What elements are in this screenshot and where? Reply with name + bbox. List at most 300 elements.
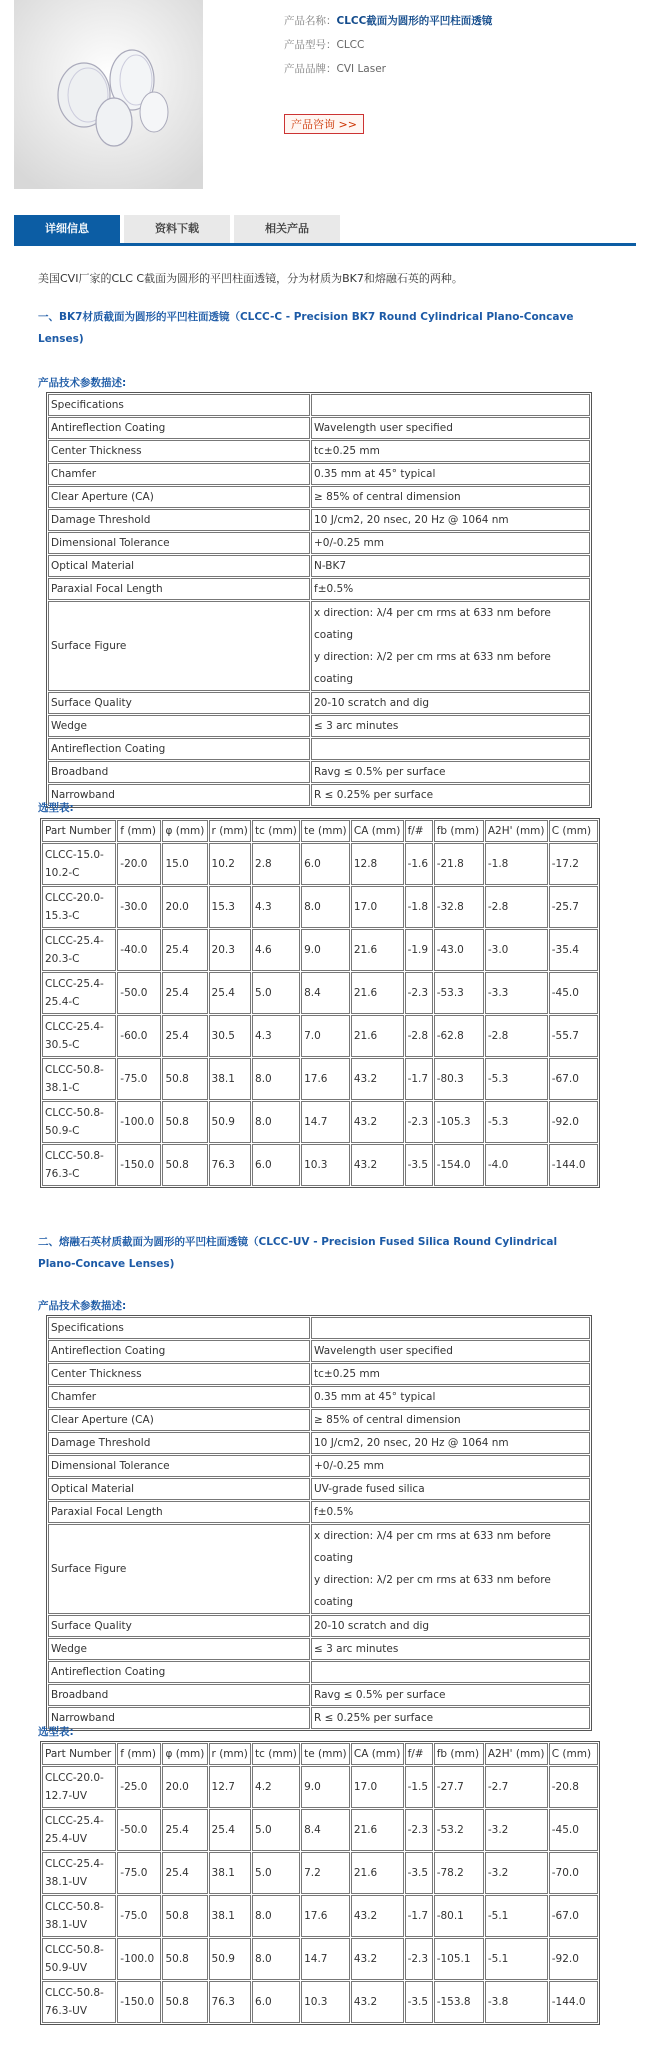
selection-value-cell: -150.0 <box>117 1981 161 2023</box>
spec-value-cell: ≥ 85% of central dimension <box>311 486 590 508</box>
spec-value-cell: ≥ 85% of central dimension <box>311 1409 590 1431</box>
selection-value-cell: -53.3 <box>434 972 484 1014</box>
spec-value-cell: ≤ 3 arc minutes <box>311 1638 590 1660</box>
selection-value-cell: -25.7 <box>549 886 598 928</box>
spec-table-2 <box>46 1315 592 1731</box>
selection-value-cell: 38.1 <box>209 1895 251 1937</box>
spec-table-1 <box>46 392 592 808</box>
spec-value-cell: Wavelength user specified <box>311 1340 590 1362</box>
spec-value-cell: 20-10 scratch and dig <box>311 692 590 714</box>
selection-row <box>42 1938 598 1980</box>
selection-value-cell: 43.2 <box>351 1058 404 1100</box>
selection-value-cell: 50.8 <box>162 1981 207 2023</box>
selection-value-cell: 6.0 <box>252 1144 300 1186</box>
spec-value-cell: R ≤ 0.25% per surface <box>311 1707 590 1729</box>
selection-value-cell: -78.2 <box>434 1852 484 1894</box>
spec-name-cell: Paraxial Focal Length <box>48 1501 310 1523</box>
selection-value-cell: 15.3 <box>209 886 251 928</box>
spec-value-cell: 0.35 mm at 45° typical <box>311 1386 590 1408</box>
spec-name-cell: Surface Quality <box>48 692 310 714</box>
selection-row <box>42 1852 598 1894</box>
spec-value-cell: +0/-0.25 mm <box>311 532 590 554</box>
selection-value-cell: -35.4 <box>549 929 598 971</box>
part-number-cell: CLCC-50.8-38.1-C <box>42 1058 116 1100</box>
selection-value-cell: 14.7 <box>301 1101 350 1143</box>
spec-value-cell <box>311 1317 590 1339</box>
spec-name-cell: Damage Threshold <box>48 509 310 531</box>
spec-name-cell: Antireflection Coating <box>48 738 310 760</box>
spec-value-cell: tc±0.25 mm <box>311 440 590 462</box>
spec-name-cell: Dimensional Tolerance <box>48 532 310 554</box>
spec-row <box>48 440 590 462</box>
spec-row <box>48 417 590 439</box>
selection-value-cell: -32.8 <box>434 886 484 928</box>
selection-value-cell: 38.1 <box>209 1058 251 1100</box>
spec-row <box>48 1432 590 1454</box>
product-name-row <box>284 13 492 37</box>
spec-name-cell: Surface Quality <box>48 1615 310 1637</box>
selection-value-cell: 25.4 <box>162 1852 207 1894</box>
selection-value-cell: -144.0 <box>549 1144 598 1186</box>
spec-row <box>48 1661 590 1683</box>
selection-row <box>42 1101 598 1143</box>
selection-value-cell: -92.0 <box>549 1938 598 1980</box>
selection-value-cell: -62.8 <box>434 1015 484 1057</box>
selection-value-cell: -144.0 <box>549 1981 598 2023</box>
selection-value-cell: -2.8 <box>485 886 548 928</box>
selection-value-cell: 50.9 <box>209 1938 251 1980</box>
selection-value-cell: -100.0 <box>117 1938 161 1980</box>
selection-value-cell: -105.1 <box>434 1938 484 1980</box>
selection-value-cell: -3.5 <box>405 1981 433 2023</box>
spec-row <box>48 1615 590 1637</box>
selection-header-cell: φ (mm) <box>162 1743 207 1765</box>
selection-value-cell: -2.3 <box>405 972 433 1014</box>
spec-name-cell: Antireflection Coating <box>48 417 310 439</box>
selection-value-cell: 50.9 <box>209 1101 251 1143</box>
spec-name-cell: Chamfer <box>48 1386 310 1408</box>
selection-header-cell: C (mm) <box>549 1743 598 1765</box>
selection-value-cell: 14.7 <box>301 1938 350 1980</box>
spec-row <box>48 1455 590 1477</box>
selection-value-cell: -50.0 <box>117 1809 161 1851</box>
spec-value-cell <box>311 394 590 416</box>
section-2-title: 二、熔融石英材质截面为圆形的平凹柱面透镜（CLCC-UV - Precision Fused Silica Round Cylindrical Plano-Concave Lenses) <box>38 1236 558 1270</box>
spec-row <box>48 1386 590 1408</box>
selection-value-cell: -50.0 <box>117 972 161 1014</box>
selection-value-cell: 25.4 <box>162 929 207 971</box>
selection-header-cell: fb (mm) <box>434 1743 484 1765</box>
selection-row <box>42 1766 598 1808</box>
selection-value-cell: 17.6 <box>301 1895 350 1937</box>
selection-value-cell: 4.3 <box>252 886 300 928</box>
spec-value-cell: UV-grade fused silica <box>311 1478 590 1500</box>
spec-name-cell: Wedge <box>48 1638 310 1660</box>
selection-value-cell: -3.5 <box>405 1144 433 1186</box>
selection-value-cell: 43.2 <box>351 1144 404 1186</box>
spec-row <box>48 692 590 714</box>
selection-header-cell: r (mm) <box>209 1743 251 1765</box>
selection-value-cell: -2.3 <box>405 1809 433 1851</box>
spec-name-cell: Specifications <box>48 1317 310 1339</box>
selection-value-cell: -80.3 <box>434 1058 484 1100</box>
selection-value-cell: -3.2 <box>485 1852 548 1894</box>
product-model-label: 产品型号： <box>284 39 337 51</box>
selection-value-cell: -1.7 <box>405 1895 433 1937</box>
selection-value-cell: -2.8 <box>405 1015 433 1057</box>
spec-value-cell <box>311 1661 590 1683</box>
spec-name-cell: Clear Aperture (CA) <box>48 1409 310 1431</box>
selection-value-cell: -21.8 <box>434 843 484 885</box>
selection-value-cell: 4.2 <box>252 1766 300 1808</box>
spec-name-cell: Optical Material <box>48 555 310 577</box>
spec-row <box>48 738 590 760</box>
spec-value-cell: 20-10 scratch and dig <box>311 1615 590 1637</box>
selection-row <box>42 1895 598 1937</box>
selection-header-cell: f (mm) <box>117 1743 161 1765</box>
selection-value-cell: 5.0 <box>252 1809 300 1851</box>
selection-value-cell: -20.8 <box>549 1766 598 1808</box>
selection-row <box>42 1809 598 1851</box>
selection-header-row <box>42 820 598 842</box>
spec-name-cell: Damage Threshold <box>48 1432 310 1454</box>
selection-value-cell: 9.0 <box>301 929 350 971</box>
section-1-title: 一、BK7材质截面为圆形的平凹柱面透镜（CLCC-C - Precision BK7 Round Cylindrical Plano-Concave Lenses) <box>38 311 574 345</box>
spec-name-cell: Paraxial Focal Length <box>48 578 310 600</box>
spec-name-cell: Optical Material <box>48 1478 310 1500</box>
product-name: CLCC截面为圆形的平凹柱面透镜 <box>336 15 493 27</box>
spec-value-cell: 10 J/cm2, 20 nsec, 20 Hz @ 1064 nm <box>311 509 590 531</box>
spec-row <box>48 1707 590 1729</box>
spec-name-cell: Broadband <box>48 1684 310 1706</box>
selection-header-cell: φ (mm) <box>162 820 207 842</box>
selection-header-cell: tc (mm) <box>252 1743 300 1765</box>
selection-value-cell: 30.5 <box>209 1015 251 1057</box>
selection-value-cell: -55.7 <box>549 1015 598 1057</box>
spec-row <box>48 509 590 531</box>
selection-value-cell: -1.8 <box>405 886 433 928</box>
spec-value-cell: f±0.5% <box>311 1501 590 1523</box>
selection-header-cell: r (mm) <box>209 820 251 842</box>
spec-name-cell: Narrowband <box>48 1707 310 1729</box>
selection-value-cell: 25.4 <box>162 1809 207 1851</box>
spec-row <box>48 1501 590 1523</box>
spec-value-cell: Wavelength user specified <box>311 417 590 439</box>
selection-value-cell: -3.5 <box>405 1852 433 1894</box>
spec-row <box>48 761 590 783</box>
spec-row <box>48 601 590 691</box>
selection-value-cell: -3.2 <box>485 1809 548 1851</box>
selection-value-cell: -3.3 <box>485 972 548 1014</box>
selection-row <box>42 1981 598 2023</box>
selection-header-cell: Part Number <box>42 820 116 842</box>
selection-value-cell: 8.0 <box>301 886 350 928</box>
tab-downloads[interactable]: 资料下载 <box>124 215 230 243</box>
spec-row <box>48 784 590 806</box>
selection-value-cell: 17.6 <box>301 1058 350 1100</box>
product-model: CLCC <box>336 39 365 51</box>
selection-value-cell: 20.0 <box>162 886 207 928</box>
spec-name-cell: Surface Figure <box>48 1524 310 1614</box>
selection-value-cell: -100.0 <box>117 1101 161 1143</box>
selection-value-cell: 43.2 <box>351 1938 404 1980</box>
selection-value-cell: 15.0 <box>162 843 207 885</box>
selection-value-cell: -67.0 <box>549 1058 598 1100</box>
selection-value-cell: 9.0 <box>301 1766 350 1808</box>
tab-bar <box>14 215 636 246</box>
spec-row <box>48 555 590 577</box>
selection-value-cell: -20.0 <box>117 843 161 885</box>
product-image <box>14 0 203 189</box>
selection-value-cell: -5.3 <box>485 1058 548 1100</box>
selection-value-cell: -40.0 <box>117 929 161 971</box>
selection-value-cell: 25.4 <box>209 972 251 1014</box>
selection-value-cell: 21.6 <box>351 1809 404 1851</box>
selection-value-cell: 8.0 <box>252 1938 300 1980</box>
spec-name-cell: Broadband <box>48 761 310 783</box>
part-number-cell: CLCC-25.4-20.3-C <box>42 929 116 971</box>
selection-value-cell: -75.0 <box>117 1058 161 1100</box>
part-number-cell: CLCC-25.4-25.4-C <box>42 972 116 1014</box>
selection-header-cell: te (mm) <box>301 1743 350 1765</box>
part-number-cell: CLCC-25.4-25.4-UV <box>42 1809 116 1851</box>
spec-value-cell: Ravg ≤ 0.5% per surface <box>311 761 590 783</box>
selection-header-cell: fb (mm) <box>434 820 484 842</box>
selection-value-cell: 10.2 <box>209 843 251 885</box>
selection-value-cell: -67.0 <box>549 1895 598 1937</box>
selection-value-cell: 50.8 <box>162 1938 207 1980</box>
product-consult-button[interactable]: 产品咨询 >> <box>284 114 364 134</box>
selection-value-cell: -153.8 <box>434 1981 484 2023</box>
selection-value-cell: -150.0 <box>117 1144 161 1186</box>
spec-row <box>48 394 590 416</box>
part-number-cell: CLCC-20.0-15.3-C <box>42 886 116 928</box>
part-number-cell: CLCC-50.8-50.9-UV <box>42 1938 116 1980</box>
part-number-cell: CLCC-15.0-10.2-C <box>42 843 116 885</box>
intro-text: 美国CVI厂家的CLC C截面为圆形的平凹柱面透镜，分为材质为BK7和熔融石英的两种。 <box>38 272 463 285</box>
selection-table-1 <box>40 818 600 1188</box>
selection-value-cell: -3.0 <box>485 929 548 971</box>
selection-table-2 <box>40 1741 600 2025</box>
selection-row <box>42 929 598 971</box>
selection-value-cell: 25.4 <box>162 1015 207 1057</box>
spec-row <box>48 578 590 600</box>
spec-name-cell: Center Thickness <box>48 1363 310 1385</box>
selection-value-cell: -105.3 <box>434 1101 484 1143</box>
selection-value-cell: 4.6 <box>252 929 300 971</box>
selection-value-cell: 8.4 <box>301 972 350 1014</box>
spec-row <box>48 1638 590 1660</box>
selection-value-cell: -45.0 <box>549 972 598 1014</box>
selection-value-cell: 43.2 <box>351 1895 404 1937</box>
section-2-spec-label: 产品技术参数描述: <box>38 1300 127 1312</box>
spec-row <box>48 1317 590 1339</box>
selection-value-cell: 12.8 <box>351 843 404 885</box>
selection-value-cell: 8.0 <box>252 1895 300 1937</box>
selection-value-cell: 50.8 <box>162 1144 207 1186</box>
spec-row <box>48 1340 590 1362</box>
selection-value-cell: -80.1 <box>434 1895 484 1937</box>
selection-value-cell: 6.0 <box>301 843 350 885</box>
part-number-cell: CLCC-50.8-50.9-C <box>42 1101 116 1143</box>
selection-header-cell: Part Number <box>42 1743 116 1765</box>
part-number-cell: CLCC-50.8-76.3-C <box>42 1144 116 1186</box>
selection-value-cell: -25.0 <box>117 1766 161 1808</box>
selection-value-cell: -75.0 <box>117 1852 161 1894</box>
selection-value-cell: -1.9 <box>405 929 433 971</box>
spec-value-cell: tc±0.25 mm <box>311 1363 590 1385</box>
section-1-spec-label: 产品技术参数描述: <box>38 377 127 389</box>
selection-header-cell: f/# <box>405 1743 433 1765</box>
spec-value-cell: 0.35 mm at 45° typical <box>311 463 590 485</box>
spec-row <box>48 715 590 737</box>
spec-name-cell: Specifications <box>48 394 310 416</box>
product-brand: CVI Laser <box>336 63 386 75</box>
selection-value-cell: -2.3 <box>405 1101 433 1143</box>
selection-value-cell: -2.8 <box>485 1015 548 1057</box>
spec-row <box>48 1478 590 1500</box>
selection-value-cell: -60.0 <box>117 1015 161 1057</box>
part-number-cell: CLCC-25.4-30.5-C <box>42 1015 116 1057</box>
selection-value-cell: 76.3 <box>209 1981 251 2023</box>
spec-value-cell: Ravg ≤ 0.5% per surface <box>311 1684 590 1706</box>
selection-value-cell: 4.3 <box>252 1015 300 1057</box>
selection-value-cell: 17.0 <box>351 1766 404 1808</box>
product-model-row <box>284 37 492 61</box>
selection-value-cell: -17.2 <box>549 843 598 885</box>
selection-value-cell: -2.7 <box>485 1766 548 1808</box>
spec-name-cell: Surface Figure <box>48 601 310 691</box>
selection-value-cell: 12.7 <box>209 1766 251 1808</box>
selection-value-cell: 8.0 <box>252 1058 300 1100</box>
selection-value-cell: -92.0 <box>549 1101 598 1143</box>
product-brand-label: 产品品牌： <box>284 63 337 75</box>
selection-value-cell: -154.0 <box>434 1144 484 1186</box>
spec-row <box>48 1524 590 1614</box>
spec-name-cell: Antireflection Coating <box>48 1661 310 1683</box>
selection-value-cell: 43.2 <box>351 1101 404 1143</box>
selection-value-cell: 38.1 <box>209 1852 251 1894</box>
selection-value-cell: -43.0 <box>434 929 484 971</box>
selection-value-cell: 21.6 <box>351 929 404 971</box>
selection-value-cell: -5.1 <box>485 1938 548 1980</box>
selection-value-cell: 8.4 <box>301 1809 350 1851</box>
selection-header-cell: tc (mm) <box>252 820 300 842</box>
selection-value-cell: 5.0 <box>252 1852 300 1894</box>
selection-value-cell: 8.0 <box>252 1101 300 1143</box>
selection-value-cell: -1.5 <box>405 1766 433 1808</box>
part-number-cell: CLCC-25.4-38.1-UV <box>42 1852 116 1894</box>
spec-row <box>48 1409 590 1431</box>
selection-row <box>42 972 598 1014</box>
spec-name-cell: Chamfer <box>48 463 310 485</box>
spec-name-cell: Wedge <box>48 715 310 737</box>
spec-name-cell: Dimensional Tolerance <box>48 1455 310 1477</box>
selection-header-cell: CA (mm) <box>351 1743 404 1765</box>
selection-value-cell: -2.3 <box>405 1938 433 1980</box>
spec-name-cell: Antireflection Coating <box>48 1340 310 1362</box>
spec-value-cell: x direction: λ/4 per cm rms at 633 nm before coating y direction: λ/2 per cm rms at 633 nm before coating <box>311 601 590 691</box>
selection-value-cell: -53.2 <box>434 1809 484 1851</box>
selection-value-cell: 50.8 <box>162 1058 207 1100</box>
selection-value-cell: 50.8 <box>162 1101 207 1143</box>
spec-value-cell: +0/-0.25 mm <box>311 1455 590 1477</box>
section-1-selection-label: 选型表: <box>38 802 74 814</box>
selection-header-cell: f (mm) <box>117 820 161 842</box>
selection-value-cell: 7.2 <box>301 1852 350 1894</box>
selection-value-cell: -1.7 <box>405 1058 433 1100</box>
selection-value-cell: 10.3 <box>301 1144 350 1186</box>
selection-value-cell: -30.0 <box>117 886 161 928</box>
spec-name-cell: Clear Aperture (CA) <box>48 486 310 508</box>
selection-value-cell: 21.6 <box>351 1015 404 1057</box>
spec-row <box>48 486 590 508</box>
selection-value-cell: -4.0 <box>485 1144 548 1186</box>
spec-value-cell: f±0.5% <box>311 578 590 600</box>
selection-value-cell: -5.3 <box>485 1101 548 1143</box>
selection-value-cell: -45.0 <box>549 1809 598 1851</box>
selection-value-cell: 25.4 <box>162 972 207 1014</box>
selection-value-cell: 5.0 <box>252 972 300 1014</box>
selection-header-cell: CA (mm) <box>351 820 404 842</box>
selection-value-cell: 21.6 <box>351 972 404 1014</box>
spec-value-cell: R ≤ 0.25% per surface <box>311 784 590 806</box>
product-brand-row <box>284 61 492 85</box>
selection-value-cell: -1.8 <box>485 843 548 885</box>
selection-header-cell: C (mm) <box>549 820 598 842</box>
selection-row <box>42 843 598 885</box>
spec-value-cell <box>311 738 590 760</box>
product-name-label: 产品名称： <box>284 15 337 27</box>
selection-header-row <box>42 1743 598 1765</box>
spec-row <box>48 1363 590 1385</box>
selection-value-cell: 20.3 <box>209 929 251 971</box>
tab-details[interactable]: 详细信息 <box>14 215 120 243</box>
spec-value-cell: N-BK7 <box>311 555 590 577</box>
selection-value-cell: 21.6 <box>351 1852 404 1894</box>
selection-value-cell: 2.8 <box>252 843 300 885</box>
selection-value-cell: 7.0 <box>301 1015 350 1057</box>
selection-row <box>42 1058 598 1100</box>
selection-header-cell: A2H' (mm) <box>485 1743 548 1765</box>
selection-value-cell: -27.7 <box>434 1766 484 1808</box>
selection-value-cell: 76.3 <box>209 1144 251 1186</box>
spec-value-cell: ≤ 3 arc minutes <box>311 715 590 737</box>
product-info <box>284 13 492 85</box>
selection-value-cell: -1.6 <box>405 843 433 885</box>
selection-value-cell: -5.1 <box>485 1895 548 1937</box>
selection-value-cell: 43.2 <box>351 1981 404 2023</box>
spec-row <box>48 1684 590 1706</box>
selection-value-cell: 10.3 <box>301 1981 350 2023</box>
spec-row <box>48 532 590 554</box>
section-2-selection-label: 选型表: <box>38 1726 74 1738</box>
selection-row <box>42 1015 598 1057</box>
part-number-cell: CLCC-50.8-38.1-UV <box>42 1895 116 1937</box>
selection-value-cell: 25.4 <box>209 1809 251 1851</box>
selection-value-cell: 6.0 <box>252 1981 300 2023</box>
selection-header-cell: A2H' (mm) <box>485 820 548 842</box>
part-number-cell: CLCC-20.0-12.7-UV <box>42 1766 116 1808</box>
tab-related[interactable]: 相关产品 <box>234 215 340 243</box>
selection-header-cell: f/# <box>405 820 433 842</box>
selection-value-cell: 20.0 <box>162 1766 207 1808</box>
selection-row <box>42 886 598 928</box>
spec-value-cell: x direction: λ/4 per cm rms at 633 nm before coating y direction: λ/2 per cm rms at 633 nm before coating <box>311 1524 590 1614</box>
selection-value-cell: -75.0 <box>117 1895 161 1937</box>
selection-value-cell: -3.8 <box>485 1981 548 2023</box>
selection-header-cell: te (mm) <box>301 820 350 842</box>
